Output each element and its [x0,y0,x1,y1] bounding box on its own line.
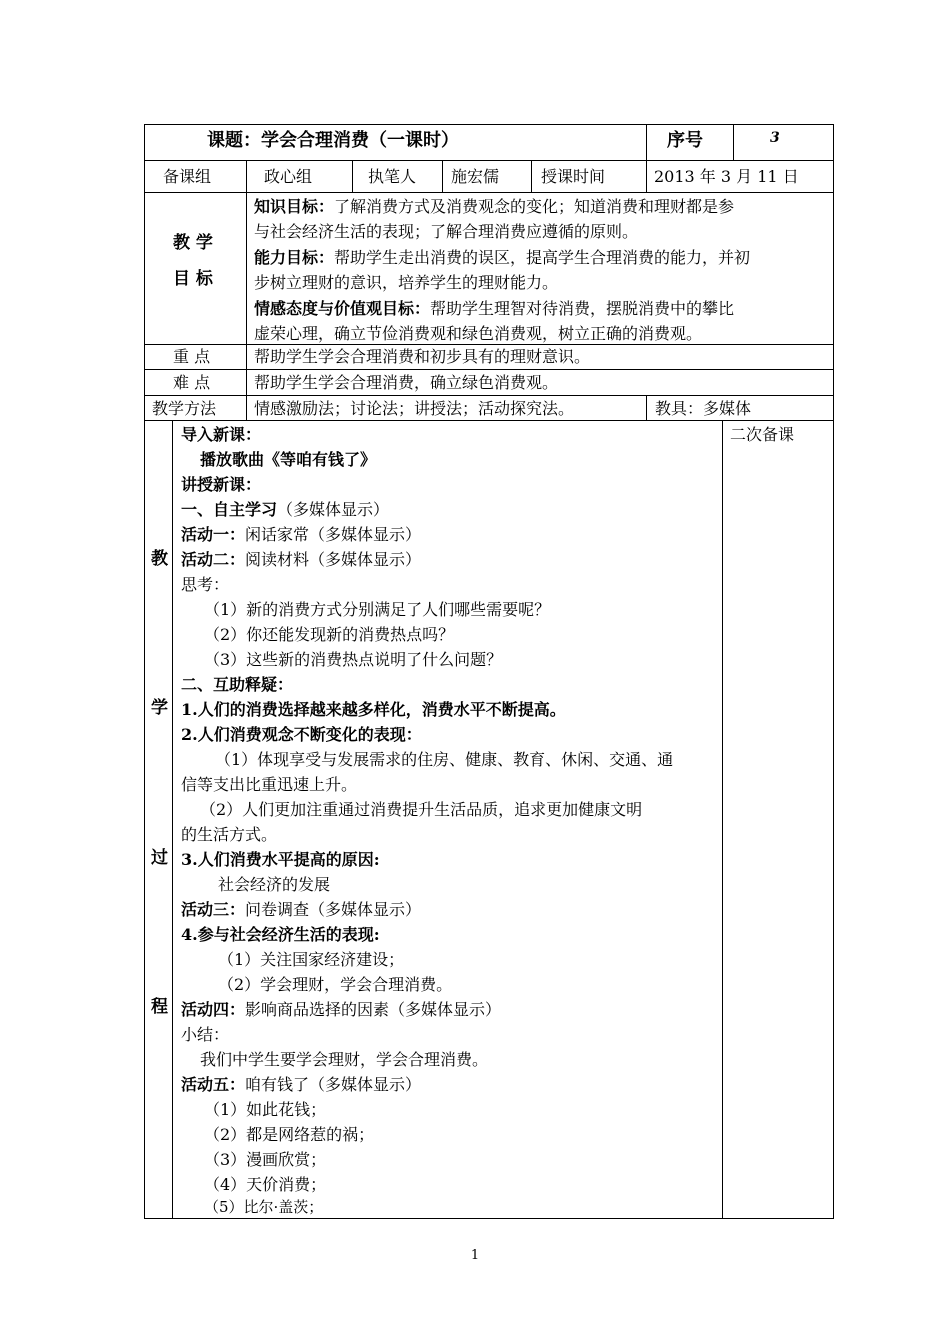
knowledge-head: 知识目标： [254,197,335,216]
key-point-label: 重 点 [173,347,211,366]
activity-4 [181,997,501,1022]
point-2-b-line1: （2）人们更加注重通过消费提升生活品质，追求更加健康文明 [200,800,643,819]
key-point-text: 帮助学生学会合理消费和初步具有的理财意识。 [254,347,591,366]
group-value: 政心组 [264,167,313,186]
question-item: （3）这些新的消费热点说明了什么问题？ [204,650,503,669]
emotion-text: 帮助学生理智对待消费，摆脱消费中的攀比 [430,299,735,318]
method-text: 情感激励法；讨论法；讲授法；活动探究法。 [254,399,575,418]
activity-head: 活动二： [181,550,246,569]
part1-heading [181,497,389,522]
knowledge-text-2: 与社会经济生活的表现；了解合理消费应遵循的原则。 [254,222,639,241]
teaching-tools: 教具：多媒体 [655,399,752,418]
seq-value: 3 [770,130,780,146]
table-border [352,160,353,192]
table-border [144,124,834,125]
difficult-point-text: 帮助学生学会合理消费，确立绿色消费观。 [254,373,559,392]
summary-text: 我们中学生要学会理财，学会合理消费。 [200,1050,489,1069]
table-border [646,160,647,192]
part1-head: 一、自主学习 [181,500,278,519]
table-border [833,124,834,1219]
table-border [144,192,834,193]
point-3: 3.人们消费水平提高的原因: [181,850,380,869]
point-2: 2.人们消费观念不断变化的表现： [181,725,422,744]
time-value: 2013 年 3 月 11 日 [654,167,799,186]
sub-item: （5）比尔·盖茨； [204,1198,324,1216]
activity-text: 咱有钱了（多媒体显示） [245,1075,422,1094]
table-border [172,420,173,1219]
activity-head: 活动四： [181,1000,246,1019]
point-4: 4.参与社会经济生活的表现: [181,925,380,944]
author-label: 执笔人 [368,167,417,186]
teach-head: 讲授新课： [181,475,262,494]
table-border [531,160,532,192]
point-2-a-line2: 信等支出比重迅速上升。 [181,775,358,794]
objectives-label: 教 学 [173,233,213,253]
objectives-label: 目 标 [173,269,213,289]
ability-text: 帮助学生走出消费的误区，提高学生合理消费的能力，并初 [334,248,751,267]
emotion-head: 情感态度与价值观目标： [254,299,431,318]
activity-text: 影响商品选择的因素（多媒体显示） [245,1000,502,1019]
point-3-text: 社会经济的发展 [218,875,331,894]
point-4-b: （2）学会理财，学会合理消费。 [218,975,453,994]
knowledge-objective [254,194,734,219]
time-label: 授课时间 [541,167,606,186]
table-border [144,124,145,1219]
ability-objective [254,245,750,270]
activity-text: 闲话家常（多媒体显示） [245,525,422,544]
process-label-char: 过 [151,848,168,868]
sub-item: （2）都是网络惹的祸； [204,1125,375,1144]
point-4-a: （1）关注国家经济建设； [218,950,405,969]
table-border [646,395,647,420]
side-note: 二次备课 [730,425,795,444]
table-border [442,160,443,192]
table-border [246,160,247,420]
ability-head: 能力目标： [254,248,335,267]
author-value: 施宏儒 [451,167,500,186]
process-label-char: 程 [151,997,168,1017]
process-label-char: 教 [151,549,168,569]
group-label: 备课组 [163,167,212,186]
think-label: 思考： [181,575,230,594]
question-item: （2）你还能发现新的消费热点吗？ [204,625,455,644]
emotion-text-2: 虚荣心理，确立节俭消费观和绿色消费观，树立正确的消费观。 [254,324,703,343]
point-1: 1.人们的消费选择越来越多样化，消费水平不断提高。 [181,700,566,719]
knowledge-text: 了解消费方式及消费观念的变化；知道消费和理财都是参 [334,197,735,216]
activity-2 [181,547,421,572]
activity-head: 活动五： [181,1075,246,1094]
activity-head: 活动一： [181,525,246,544]
question-item: （1）新的消费方式分别满足了人们哪些需要呢？ [204,600,551,619]
intro-song: 播放歌曲《等咱有钱了》 [200,450,377,469]
lesson-title: 课题：学会合理消费（一课时） [207,130,459,151]
table-border [722,420,723,1219]
part1-note: （多媒体显示） [277,500,390,519]
page-number: 1 [470,1248,480,1263]
process-label-char: 学 [151,698,168,718]
sub-item: （4）天价消费； [204,1175,327,1194]
table-border [144,160,834,161]
activity-text: 问卷调查（多媒体显示） [245,900,422,919]
activity-5 [181,1072,421,1097]
activity-3 [181,897,421,922]
difficult-point-label: 难 点 [173,373,211,392]
emotion-objective [254,296,734,321]
activity-text: 阅读材料（多媒体显示） [245,550,422,569]
activity-head: 活动三： [181,900,246,919]
method-label: 教学方法 [152,399,217,418]
sub-item: （3）漫画欣赏； [204,1150,327,1169]
table-border [646,124,647,160]
sub-item: （1）如此花钱； [204,1100,327,1119]
point-2-b-line2: 的生活方式。 [181,825,278,844]
summary-label: 小结： [181,1025,230,1044]
intro-head: 导入新课： [181,425,262,444]
point-2-a-line1: （1）体现享受与发展需求的住房、健康、教育、休闲、交通、通 [215,750,674,769]
activity-1 [181,522,421,547]
table-border [733,124,734,160]
ability-text-2: 步树立理财的意识，培养学生的理财能力。 [254,273,559,292]
seq-label: 序号 [667,130,703,151]
part2-head: 二、互助释疑： [181,675,294,694]
